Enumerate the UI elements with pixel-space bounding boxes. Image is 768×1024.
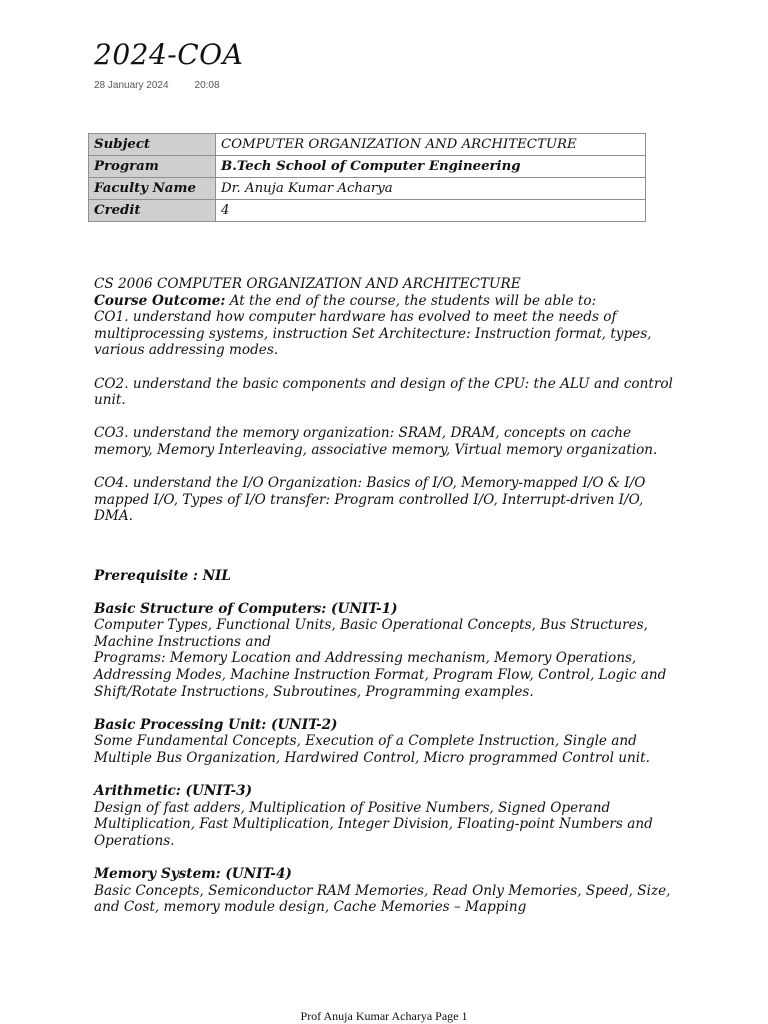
spacer (94, 459, 684, 476)
note-time: 20:08 (194, 80, 220, 91)
course-info-table (88, 133, 646, 222)
table-value-program: B.Tech School of Computer Engineering (216, 156, 646, 178)
note-timestamp (94, 80, 220, 91)
prerequisite: Prerequisite : NIL (94, 567, 231, 584)
unit-3-heading: Arithmetic: (UNIT-3) (94, 783, 253, 800)
page-fade (0, 944, 768, 970)
spacer (94, 767, 684, 784)
unit-1-line-2: Programs: Memory Location and Addressing mechanism, Memory Operations, Addressing Modes, Machine Instruction Format, Program Flow, Control, Logic and Shift/Rotate Instructions, Subroutines, Programming examples. (94, 650, 667, 700)
table-key-subject: Subject (89, 134, 216, 156)
unit-2-line-1: Some Fundamental Concepts, Execution of a Complete Instruction, Single and Multiple Bus Organization, Hardwired Control, Micro programmed Control unit. (94, 733, 650, 767)
spacer (94, 359, 684, 376)
table-key-credit: Credit (89, 200, 216, 222)
table-row (89, 178, 646, 200)
unit-2-heading: Basic Processing Unit: (UNIT-2) (94, 716, 338, 733)
course-outcome-co2: CO2. understand the basic components and design of the CPU: the ALU and control unit. (94, 375, 673, 409)
table-row (89, 134, 646, 156)
table-key-faculty: Faculty Name (89, 178, 216, 200)
spacer (94, 850, 684, 867)
spacer (94, 409, 684, 426)
course-title: CS 2006 COMPUTER ORGANIZATION AND ARCHITECTURE (94, 276, 521, 292)
course-outcome-co1: CO1. understand how computer hardware has evolved to meet the needs of multiprocessing systems, instruction Set Architecture: Instruction format, types, various addressing modes. (94, 309, 652, 359)
course-content (94, 276, 684, 916)
table-value-credit: 4 (216, 200, 646, 222)
note-date: 28 January 2024 (94, 80, 169, 91)
table-row (89, 156, 646, 178)
course-outcome-co3: CO3. understand the memory organization: SRAM, DRAM, concepts on cache memory, Memory Interleaving, associative memory, Virtual memory organization. (94, 425, 658, 458)
unit-4-heading: Memory System: (UNIT-4) (94, 866, 292, 883)
table-row (89, 200, 646, 222)
course-outcome-intro (94, 293, 684, 310)
table-key-program: Program (89, 156, 216, 178)
page-footer: Prof Anuja Kumar Acharya Page 1 (300, 1009, 468, 1023)
spacer (94, 525, 684, 551)
unit-1-heading: Basic Structure of Computers: (UNIT-1) (94, 600, 398, 617)
table-value-faculty: Dr. Anuja Kumar Acharya (216, 178, 646, 200)
spacer (94, 700, 684, 717)
unit-4-line-1: Basic Concepts, Semiconductor RAM Memories, Read Only Memories, Speed, Size, and Cost, memory module design, Cache Memories – Mapping (94, 882, 671, 916)
table-value-subject: COMPUTER ORGANIZATION AND ARCHITECTURE (216, 134, 646, 156)
course-outcome-co4: CO4. understand the I/O Organization: Basics of I/O, Memory-mapped I/O & I/O mapped I/O, Types of I/O transfer: Program controlled I/O, Interrupt-driven I/O, DMA. (94, 475, 646, 525)
course-outcome-text: At the end of the course, the students will be able to: (225, 292, 597, 309)
course-outcome-label: Course Outcome: (94, 292, 226, 309)
page-title: 2024-COA (94, 38, 244, 71)
unit-3-line-1: Design of fast adders, Multiplication of Positive Numbers, Signed Operand Multiplication, Fast Multiplication, Integer Division, Floating-point Numbers and Operations. (94, 799, 653, 849)
spacer (94, 551, 684, 568)
spacer (94, 584, 684, 601)
unit-1-line-1: Computer Types, Functional Units, Basic Operational Concepts, Bus Structures, Machine Instructions and (94, 617, 648, 650)
